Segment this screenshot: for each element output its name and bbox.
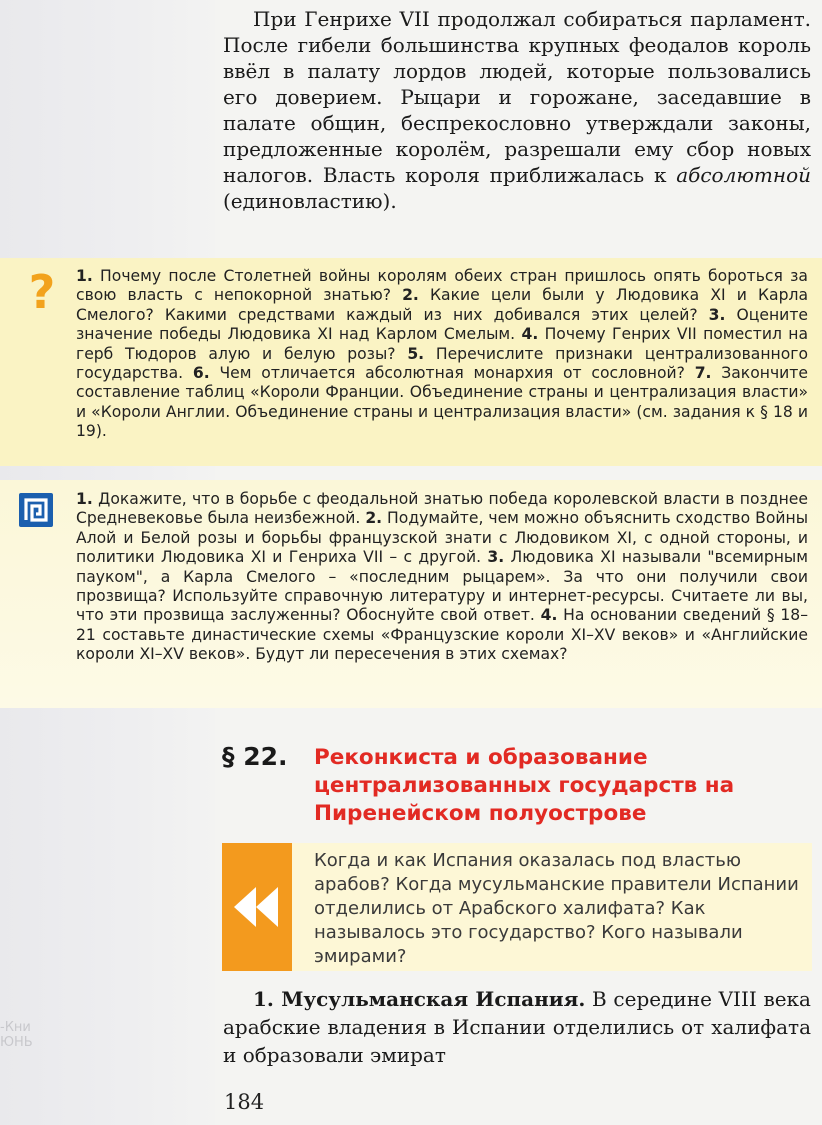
- rewind-icon: [222, 843, 292, 971]
- paragraph-number: § 22.: [222, 742, 288, 771]
- task-text: На основании сведений § 18–21 составьте династические схемы «Французские короли XI–XV веков» и «Английские короли XI–XV веков». Будут ли пересечения в этих схемах?: [76, 606, 809, 664]
- question-text: Какие цели были у Людовика XI и Карла Смелого? Какими средствами каждый из них добивался этих целей?: [76, 286, 808, 324]
- question-text: Почему после Столетней войны королям обеих стран пришлось опять бороться за свою власть с непокорной знатью?: [76, 267, 808, 305]
- margin-fragment-line: -Кни: [0, 1020, 31, 1035]
- question-text: Перечислите признаки централизованного государства.: [76, 344, 808, 383]
- recall-text: Когда и как Испания оказалась под властью арабов? Когда мусульманские правители Испании отделились от Арабского халифата? Как называлось это государство? Кого называли эмирами?: [314, 850, 799, 967]
- question-text: Оцените значение победы Людовика XI над Карлом Смелым.: [76, 305, 808, 344]
- question-number: 1.: [76, 267, 93, 285]
- margin-fragment: [0, 1020, 90, 1050]
- task-number: 1.: [76, 490, 93, 508]
- tasks-text: [76, 490, 808, 665]
- question-text: Чем отличается абсолютная монархия от сословной?: [209, 364, 695, 383]
- questions-text: [76, 267, 808, 442]
- margin-fragment-line: ЮНЬ: [0, 1035, 33, 1050]
- question-mark-icon: ?: [28, 265, 56, 319]
- intro-text-end: (единовластию).: [223, 189, 397, 213]
- question-number: 2.: [402, 286, 419, 305]
- task-text: Подумайте, чем можно объяснить сходство Войны Алой и Белой розы и борьбы французской знати с Людовиком XI, с одной стороны, и политики Людовика XI и Генриха VII – с другой.: [76, 509, 809, 567]
- question-number: 4.: [521, 325, 539, 344]
- question-number: 6.: [192, 364, 210, 383]
- page-number: 184: [224, 1090, 265, 1114]
- question-text: Почему Генрих VII поместил на герб Тюдоров алую и белую розы?: [76, 325, 808, 363]
- question-number: 7.: [694, 364, 712, 383]
- question-number: 5.: [407, 344, 425, 363]
- rewind-icon-box: [222, 843, 292, 971]
- section-heading: 1. Мусульманская Испания.: [253, 987, 586, 1011]
- greek-key-icon: [18, 492, 54, 528]
- task-number: 2.: [365, 509, 383, 528]
- task-text: Докажите, что в борьбе с феодальной знатью победа королевской власти в позднее Средневековье была неизбежной.: [76, 490, 808, 528]
- task-text: Людовика XI называли "всемирным пауком", а Карла Смелого – «последним рыцарем». За что они получили свои прозвища? Используйте справочную литературу и интернет-ресурсы. Считаете ли вы, что эти прозвища заслуженны? Обоснуйте свой ответ.: [76, 548, 808, 625]
- task-number: 3.: [487, 548, 505, 567]
- tasks-block: [0, 480, 822, 708]
- question-number: 3.: [708, 305, 726, 324]
- question-text: Закончите составление таблиц «Короли Франции. Объединение страны и централизация власти» и «Короли Англии. Объединение страны и централизация власти» (см. задания к § 18 и 19).: [76, 364, 808, 441]
- section-text: В середине VIII века арабские владения в Испании отделились от халифата и образовали эмират: [223, 987, 811, 1067]
- intro-emphasis: абсолютной: [676, 163, 811, 187]
- paragraph-title: Реконкиста и образование централизованных государств на Пиренейском полуострове: [314, 745, 735, 826]
- recall-block: [222, 843, 812, 971]
- questions-block: [0, 258, 822, 466]
- intro-text: При Генрихе VII продолжал собираться парламент. После гибели большинства крупных феодалов король ввёл в палату лордов людей, которые пользовались его доверием. Рыцари и горожане, заседавшие в палате общин, беспрекословно утверждали законы, предложенные королём, разрешали ему сбор новых налогов. Власть короля приближалась к: [223, 7, 811, 187]
- section-paragraph: [223, 985, 811, 1069]
- intro-paragraph: [223, 6, 811, 214]
- task-number: 4.: [540, 606, 558, 625]
